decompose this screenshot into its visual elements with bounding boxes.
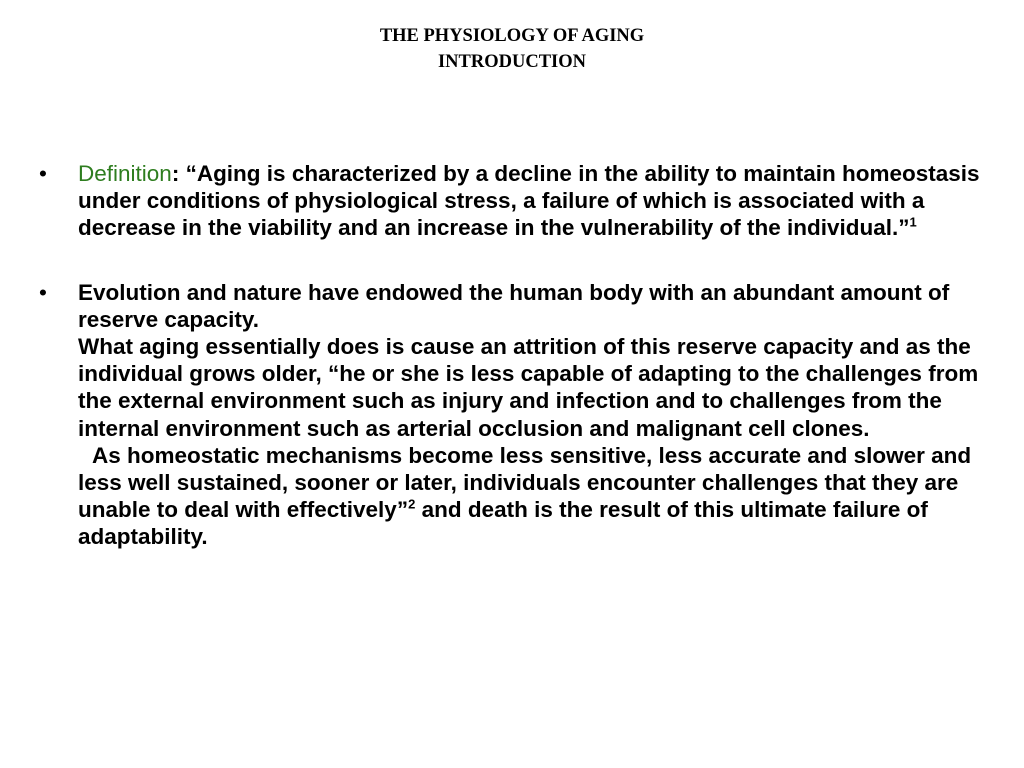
evolution-paragraph-3 — [78, 442, 1001, 551]
bullet-evolution — [39, 279, 1001, 551]
slide-title-block — [0, 23, 1024, 75]
evolution-paragraph-2: What aging essentially does is cause an attrition of this reserve capacity and as the individual grows older, “he or she is less capable of adapting to the challenges from the external environment such as injury and infection and to challenges from the internal environment such as arterial occlusion and malignant cell clones. — [78, 334, 979, 441]
bullet-icon: • — [39, 279, 47, 305]
bullet-definition — [39, 160, 1001, 242]
slide-title: THE PHYSIOLOGY OF AGING — [379, 26, 645, 46]
bullet-icon: • — [39, 161, 47, 186]
definition-separator: : — [171, 161, 180, 186]
definition-footnote: 1 — [909, 214, 917, 230]
paragraph-3-end: and death is the result of this ultimate failure of adaptability. — [78, 497, 928, 550]
evolution-lead: Evolution and nature have endowed the human body with an abundant amount of reserve capacity. — [78, 279, 950, 332]
definition-term: Definition — [78, 161, 172, 186]
definition-paragraph — [78, 160, 1001, 242]
bullet-list — [39, 160, 1001, 551]
definition-text: “Aging is characterized by a decline in the ability to maintain homeostasis under conditions of physiological stress, a failure of which is associated with a decrease in the viability and an increase in the vulnerability of the individual.” — [78, 161, 980, 241]
paragraph-3-footnote: 2 — [408, 496, 416, 512]
paragraph-3-start: As homeostatic mechanisms become less sensitive, less accurate and slower and less well sustained, sooner or later, individuals encounter challenges that they are unable to deal with effectively” — [78, 442, 972, 523]
slide-subtitle: INTRODUCTION — [437, 52, 587, 72]
